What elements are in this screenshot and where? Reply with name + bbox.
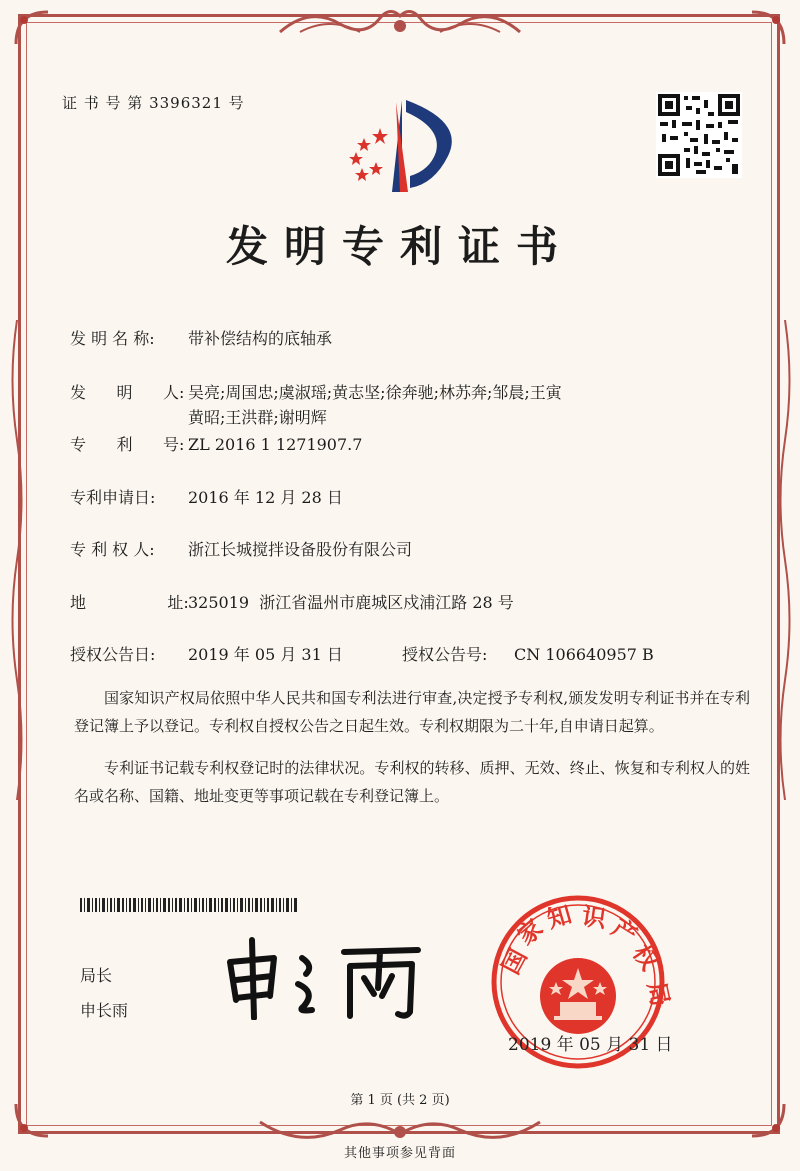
grant-date-value: 2019 年 05 月 31 日: [188, 645, 343, 664]
qr-code-icon: [656, 92, 742, 178]
footer-note: 其他事项参见背面: [343, 1146, 456, 1161]
certificate-statement-paragraph: 国家知识产权局依照中华人民共和国专利法进行审查,决定授予专利权,颁发发明专利证书并在专利登记簿上予以登记。专利权自授权公告之日起生效。专利权期限为二十年,自申请日起算。: [74, 689, 750, 735]
left-side-ornament-icon: [8, 320, 26, 800]
svg-text:产: 产: [606, 913, 643, 950]
grant-number-value: CN 106640957 B: [514, 645, 654, 664]
certificate-number: 证 书 号 第 3396321 号: [62, 94, 245, 112]
svg-text:权: 权: [627, 939, 664, 976]
inventor-value-line1: 吴亮;周国忠;虞淑瑶;黄志坚;徐奔驰;林苏奔;邹晨;王寅: [188, 383, 562, 402]
cnipa-logo-icon: [330, 92, 470, 202]
filing-date-value: 2016 年 12 月 28 日: [188, 488, 343, 507]
signatory-title: 局长: [80, 966, 113, 985]
address-value: 325019 浙江省温州市鹿城区戍浦江路 28 号: [188, 593, 514, 612]
page-indicator: 第 1 页 (共 2 页): [350, 1093, 450, 1108]
inventor-label: 发 明 人:: [70, 383, 185, 402]
svg-text:局: 局: [642, 979, 675, 1009]
right-side-ornament-icon: [776, 320, 794, 800]
inventor-value-line2: 黄昭;王洪群;谢明辉: [188, 408, 327, 427]
svg-text:家: 家: [511, 913, 549, 951]
patentee-value: 浙江长城搅拌设备股份有限公司: [188, 540, 413, 559]
svg-text:国: 国: [496, 944, 533, 979]
address-label: 地 址:: [70, 593, 189, 612]
svg-text:识: 识: [580, 902, 608, 934]
corner-ornament-icon: [748, 8, 788, 48]
patent-number-label: 专 利 号:: [70, 435, 185, 454]
legal-status-paragraph: 专利证书记载专利权登记时的法律状况。专利权的转移、质押、无效、终止、恢复和专利权人的姓名或名称、国籍、地址变更等事项记载在专利登记簿上。: [74, 759, 750, 805]
handwritten-signature-icon: [222, 930, 432, 1020]
invention-name-label: 发 明 名 称:: [70, 329, 155, 348]
grant-number-label: 授权公告号:: [402, 645, 488, 664]
svg-text:知: 知: [543, 900, 575, 934]
grant-date-label: 授权公告日:: [70, 645, 156, 664]
seal-date: 2019 年 05 月 31 日: [508, 1035, 673, 1055]
signatory-name: 申长雨: [80, 1001, 129, 1020]
filing-date-label: 专利申请日:: [70, 488, 156, 507]
patent-number-value: ZL 2016 1 1271907.7: [188, 435, 363, 454]
patentee-label: 专 利 权 人:: [70, 540, 155, 559]
certificate-title: 发明专利证书: [225, 222, 574, 271]
barcode-icon: [80, 898, 298, 912]
corner-ornament-icon: [12, 8, 52, 48]
top-ornament-icon: [270, 2, 530, 44]
invention-name-value: 带补偿结构的底轴承: [188, 329, 333, 348]
